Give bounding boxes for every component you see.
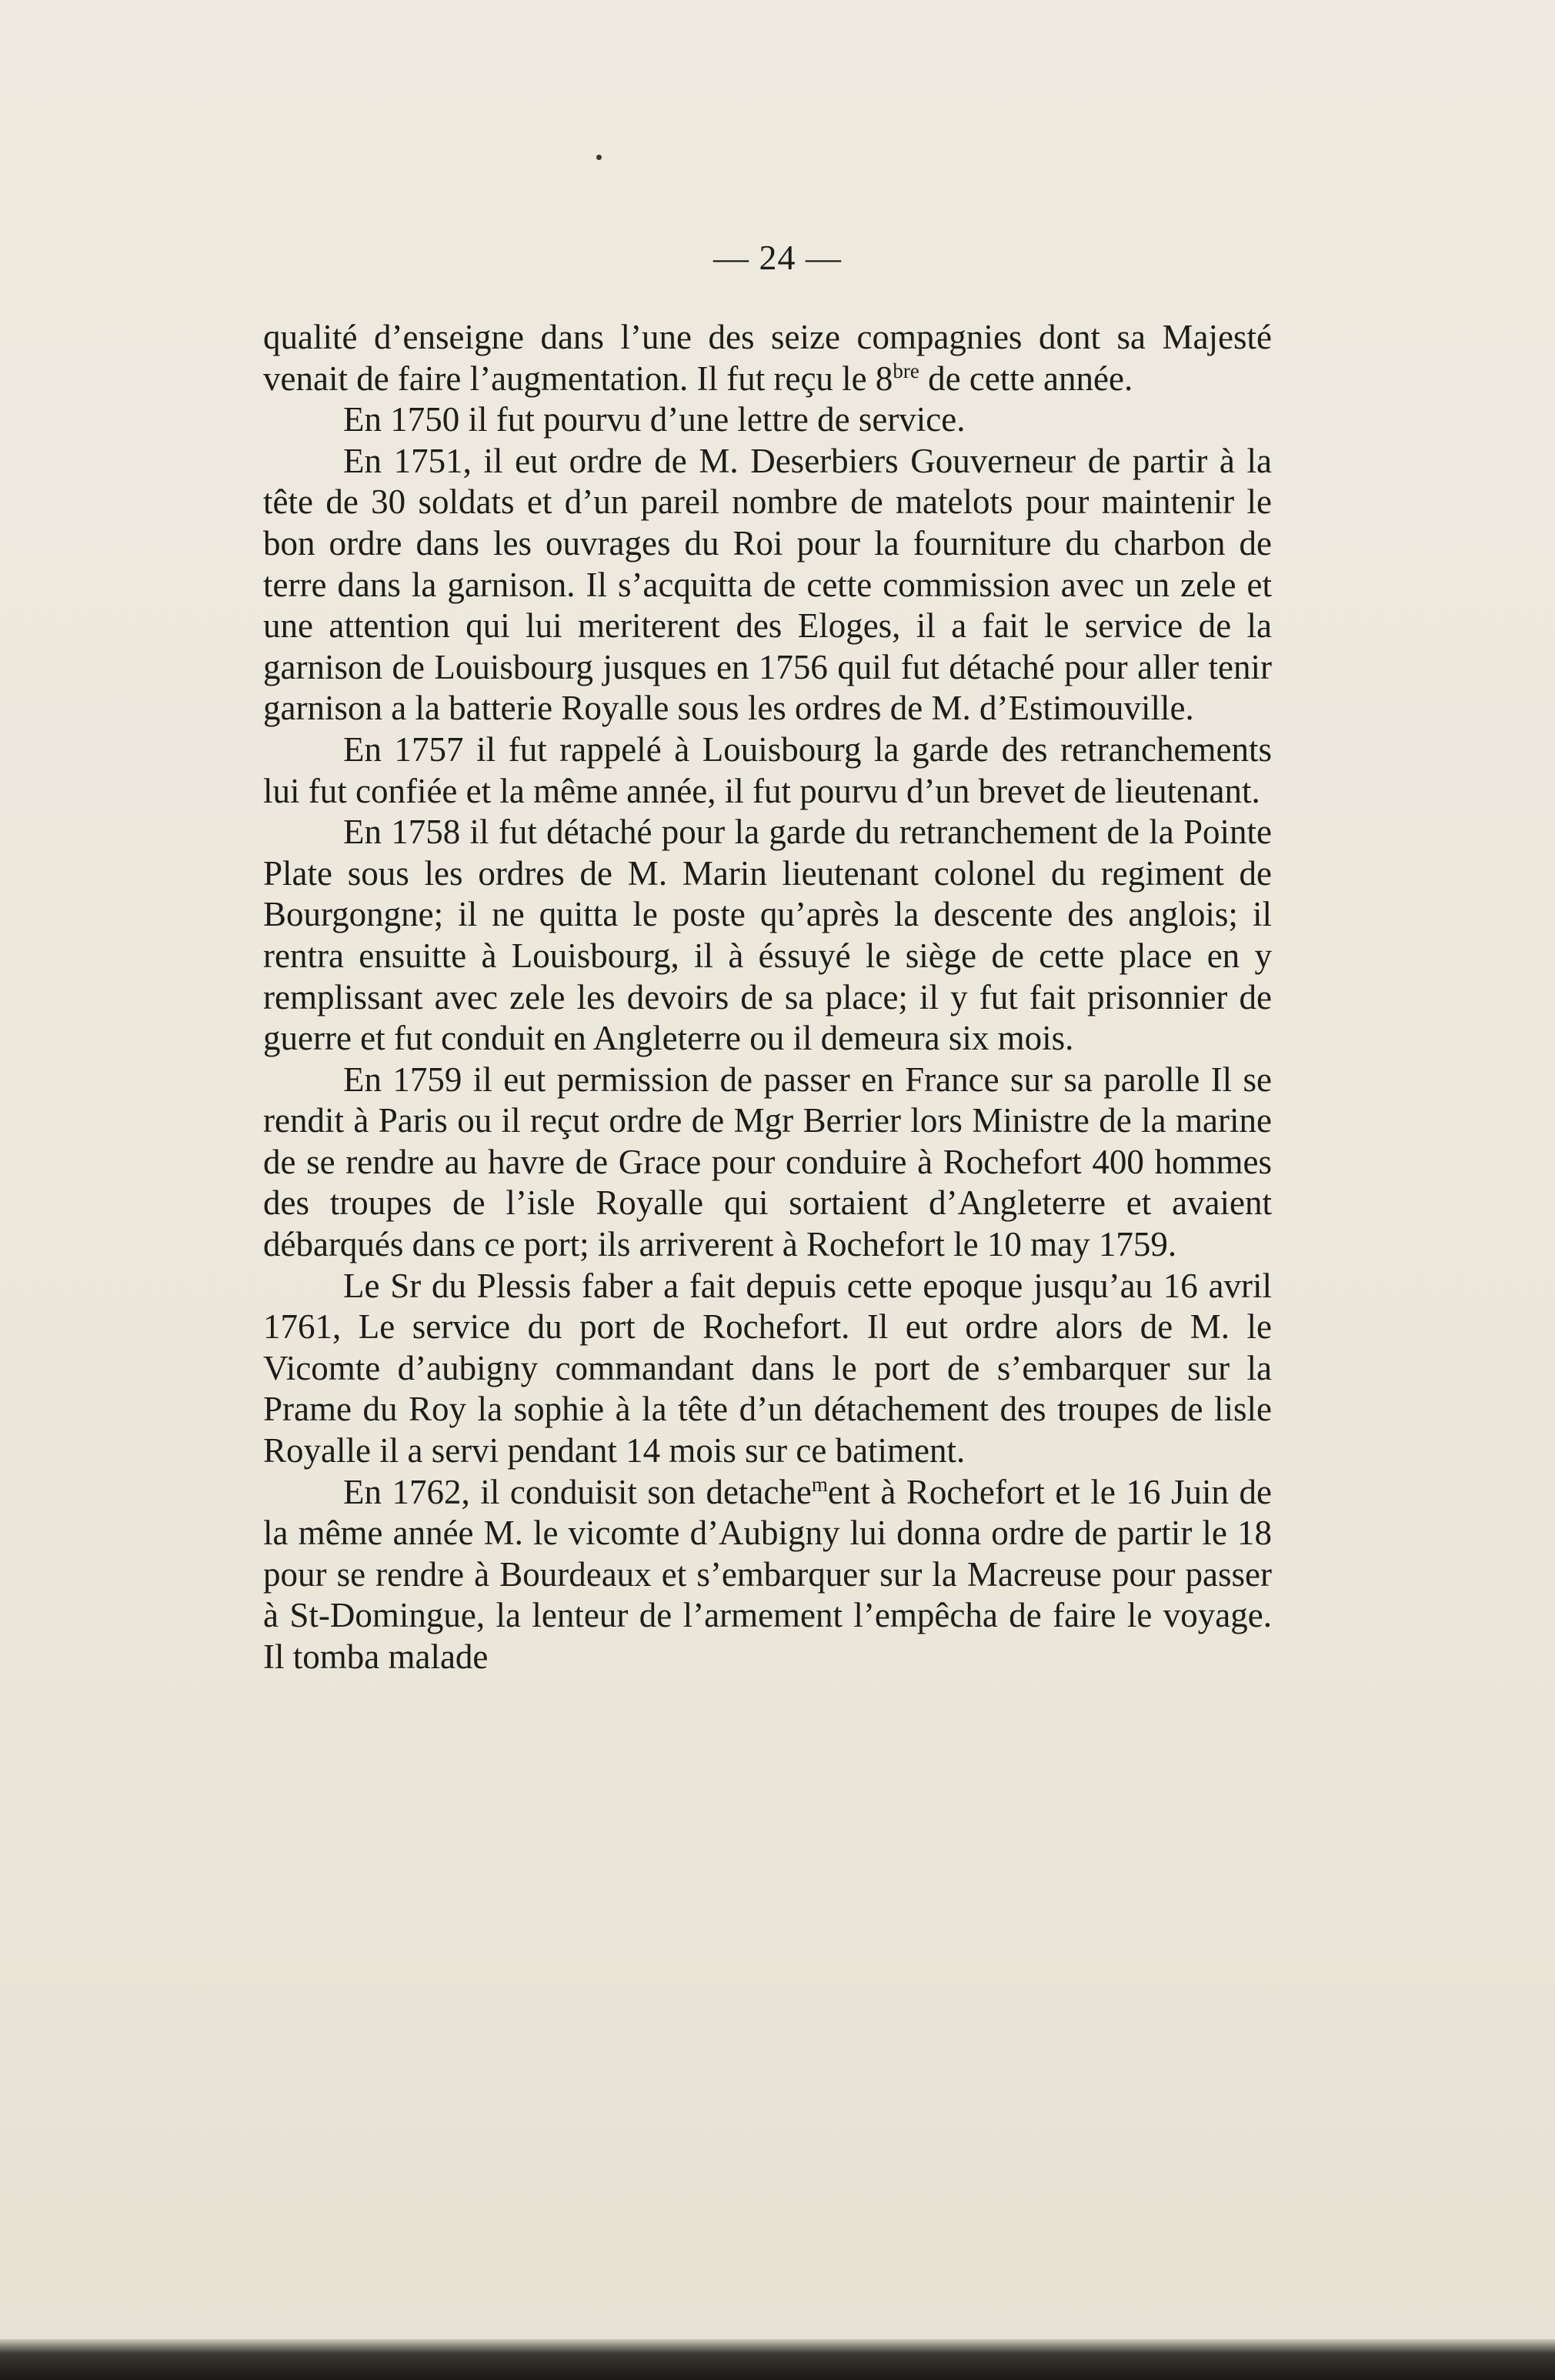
paragraph-8-text-end: ent à Rochefort et le 16 Juin de la même année M. le vicomte d’Aubigny lui donna ordre de partir le 18 pour se rendre à Bourdeaux et s’embarquer sur la Macreuse pour passer à St-Domingue, la lenteur de l’armement l’empêcha de faire le voyage. Il tomba malade (263, 1472, 1272, 1676)
paragraph-1 (263, 317, 1272, 399)
paragraph-8-text: En 1762, il conduisit son detache (343, 1472, 812, 1511)
scan-bottom-edge (0, 2339, 1555, 2380)
paragraph-5: En 1758 il fut détaché pour la garde du retranchement de la Pointe Plate sous les ordres de M. Marin lieutenant colonel du regiment de Bourgongne; il ne quitta le poste qu’après la descente des anglois; il rentra ensuitte à Louisbourg, il à éssuyé le siège de cette place en y remplissant avec zele les devoirs de sa place; il y fut fait prisonnier de guerre et fut conduit en Angleterre ou il demeura six mois. (263, 813, 1272, 1058)
superscript-bre: bre (893, 359, 919, 382)
paragraph-2: En 1750 il fut pourvu d’une lettre de service. (343, 400, 966, 439)
paragraph-7: Le Sr du Plessis faber a fait depuis cette epoque jusqu’au 16 avril 1761, Le service du port de Rochefort. Il eut ordre alors de M. le Vicomte d’aubigny commandant dans le port de s’embarquer sur la Prame du Roy la sophie à la tête d’un détachement des troupes de lisle Royalle il a servi pendant 14 mois sur ce batiment. (263, 1266, 1272, 1470)
page-number: — 24 — (713, 238, 842, 277)
paragraph-4: En 1757 il fut rappelé à Louisbourg la garde des retranchements lui fut confiée et la même année, il fut pourvu d’un brevet de lieutenant. (263, 729, 1272, 810)
paragraph-3: En 1751, il eut ordre de M. Deserbiers Gouverneur de partir à la tête de 30 soldats et d’un pareil nombre de matelots pour maintenir le bon ordre dans les ouvrages du Roi pour la fourniture du charbon de terre dans la garnison. Il s’acquitta de cette commission avec un zele et une attention qui lui meriterent des Eloges, il a fait le service de la garnison de Louisbourg jusques en 1756 quil fut détaché pour aller tenir garnison a la batterie Royalle sous les ordres de M. d’Estimouville. (263, 441, 1272, 728)
paragraph-1-text-end: de cette année. (919, 359, 1133, 398)
paragraph-8 (263, 1472, 1272, 1678)
paragraph-1-text: qualité d’enseigne dans l’une des seize compagnies dont sa Majesté venait de faire l’augmentation. Il fut reçu le 8 (263, 318, 1272, 398)
superscript-m: m (811, 1472, 828, 1496)
ink-speck (596, 155, 602, 160)
paragraph-6: En 1759 il eut permission de passer en France sur sa parolle Il se rendit à Paris ou il reçut ordre de Mgr Berrier lors Ministre de la marine de se rendre au havre de Grace pour conduire à Rochefort 400 hommes des troupes de l’isle Royalle qui sortaient d’Angleterre et avaient débarqués dans ce port; ils arriverent à Rochefort le 10 may 1759. (263, 1060, 1272, 1264)
body-text (263, 317, 1272, 1678)
